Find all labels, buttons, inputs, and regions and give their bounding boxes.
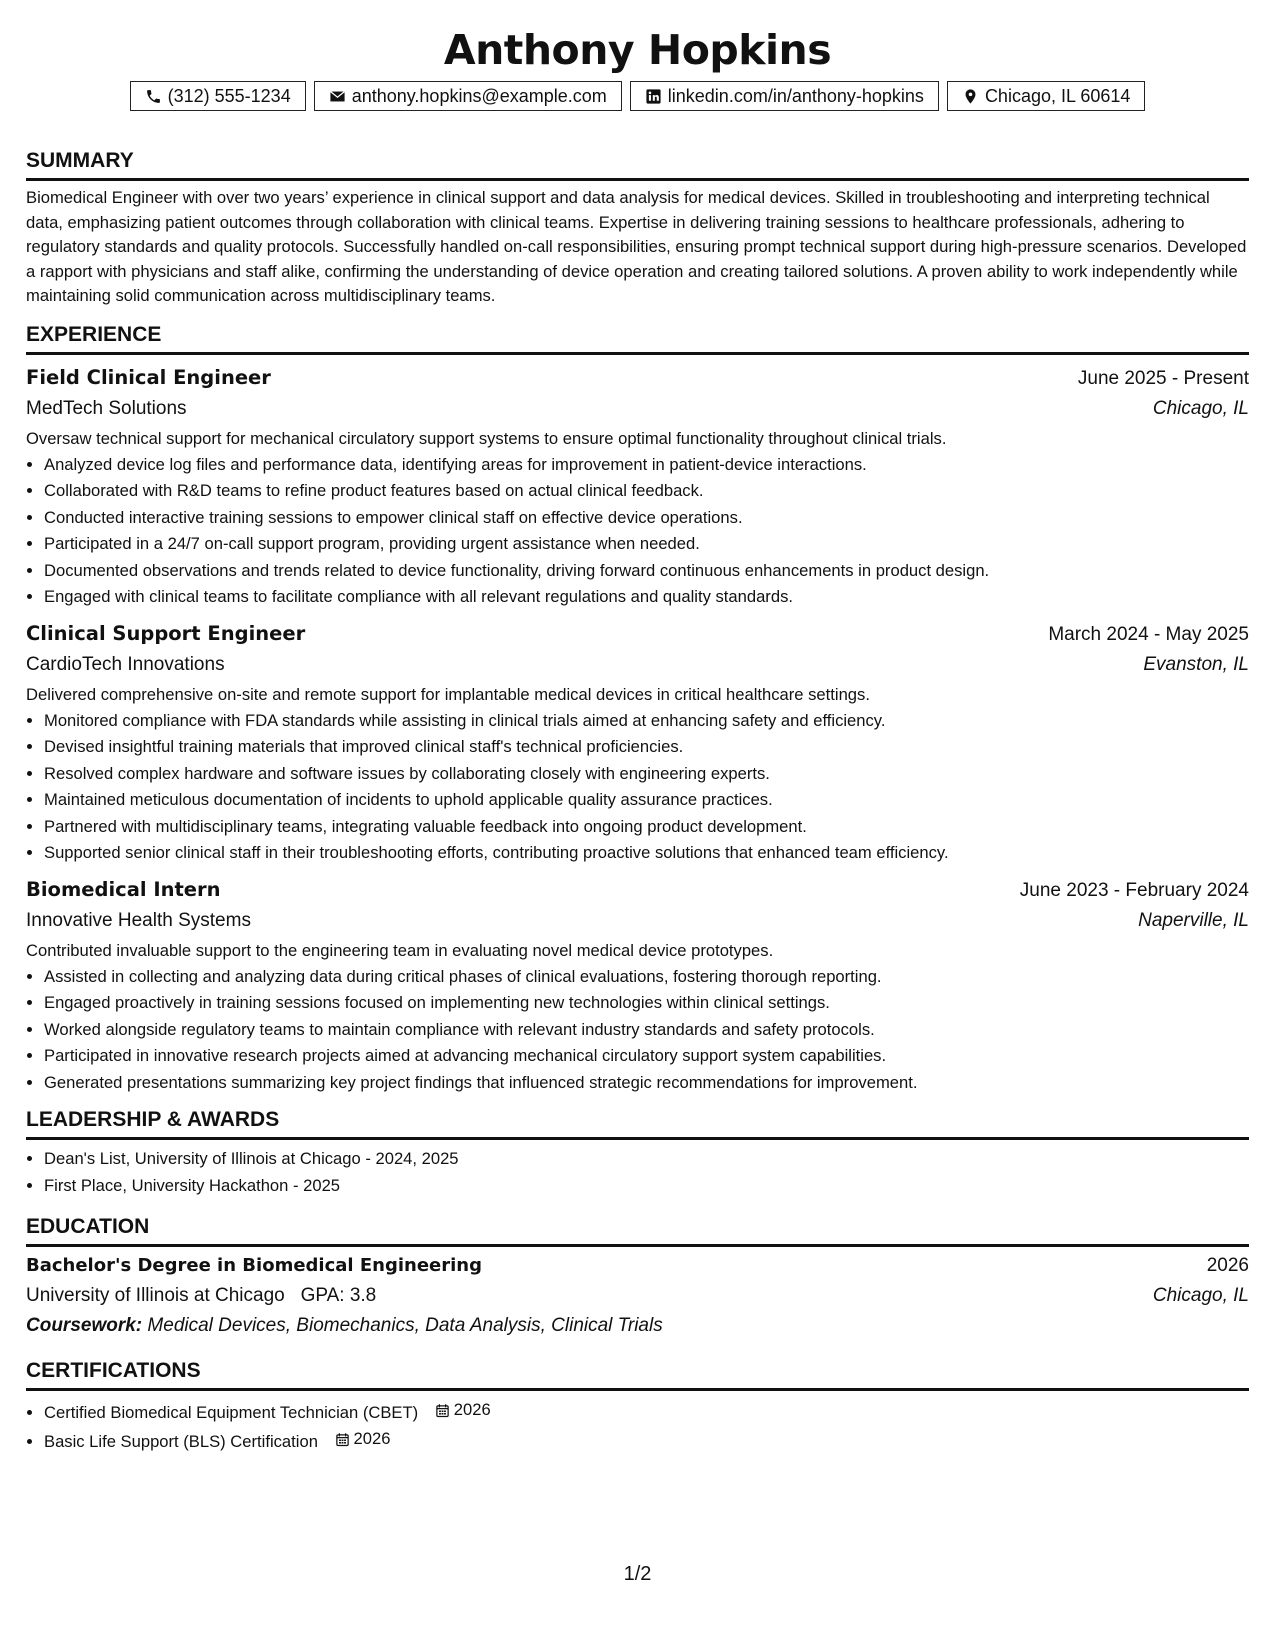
phone-chip[interactable] [130,81,306,111]
cert-date-text: 2026 [453,1400,491,1419]
degree-year: 2026 [1206,1255,1249,1276]
job-date: June 2025 - Present [1077,367,1249,389]
summary-text: Biomedical Engineer with over two years’ experience in clinical support and data analysis for medical devices. Skilled in troubleshooting and interpreting technical data, emphasizing patient outcomes through collaboration with clinical teams. Expertise in delivering training sessions to healthcare professionals, adhering to regulatory standards and quality protocols. Successfully handled on-call responsibilities, ensuring prompt technical support during high-pressure scenarios. Developed a rapport with physicians and staff alike, confirming the understanding of device operation and creating tailored solutions. A proven ability to work independently while maintaining solid communication across multidisciplinary teams. [26,188,1247,305]
map-pin-icon [962,88,979,105]
job-date: June 2023 - February 2024 [1019,879,1249,901]
job-company: MedTech Solutions [26,397,187,419]
job-bullets [26,452,1249,611]
list-item: • Maintained meticulous documentation of incidents to uphold applicable quality assurance practices. [44,787,1249,814]
list-item: • Devised insightful training materials that improved clinical staff's technical proficiencies. [44,734,1249,761]
location-text: Chicago, IL 60614 [984,86,1131,106]
list-item: • Engaged with clinical teams to facilitate compliance with all relevant regulations and quality standards. [44,584,1249,611]
list-item [44,1397,1249,1426]
cert-name: Certified Biomedical Equipment Technician (CBET) [44,1402,419,1422]
job-description: Contributed invaluable support to the engineering team in evaluating novel medical device prototypes. [26,940,774,960]
cert-name: Basic Life Support (BLS) Certification [44,1432,318,1451]
resume-page [26,0,1249,1456]
list-item: • First Place, University Hackathon - 2025 [44,1173,1249,1200]
school-name: University of Illinois at Chicago [26,1285,285,1306]
job-entry [26,875,1249,1097]
coursework-label: Coursework: [26,1315,143,1336]
list-item: • Participated in innovative research projects aimed at advancing mechanical circulatory support system capabilities. [44,1043,1249,1070]
job-title: Field Clinical Engineer [26,365,271,389]
awards-heading: LEADERSHIP & AWARDS [26,1108,1249,1140]
cert-date-text: 2026 [353,1429,391,1449]
page-number: 1/2 [623,1563,652,1585]
phone-icon [145,88,162,105]
job-title: Clinical Support Engineer [26,621,306,645]
linkedin-icon [645,88,662,105]
list-item: • Partnered with multidisciplinary teams, integrating valuable feedback into ongoing product development. [44,814,1249,841]
list-item: • Resolved complex hardware and software issues by collaborating closely with engineering experts. [44,761,1249,788]
linkedin-chip[interactable] [630,81,939,111]
job-entry [26,619,1249,867]
job-description: Oversaw technical support for mechanical circulatory support systems to ensure optimal functionality throughout clinical trials. [26,428,947,448]
list-item [44,1426,1249,1455]
list-item: • Participated in a 24/7 on-call support program, providing urgent assistance when needed. [44,531,1249,558]
degree-title: Bachelor's Degree in Biomedical Engineering [26,1255,482,1276]
school-line [26,1281,376,1311]
school-location: Chicago, IL [1152,1285,1249,1306]
job-company: CardioTech Innovations [26,653,225,675]
gpa: GPA: 3.8 [300,1285,377,1306]
coursework-line [26,1311,1249,1341]
envelope-icon [329,88,346,105]
education-entry [26,1251,1249,1341]
email-text: anthony.hopkins@example.com [351,86,607,106]
list-item: • Dean's List, University of Illinois at Chicago - 2024, 2025 [44,1146,1249,1173]
cert-date [435,1397,491,1424]
list-item: • Generated presentations summarizing key project findings that influenced strategic recommendations for improvement. [44,1070,1249,1097]
list-item: • Documented observations and trends related to device functionality, driving forward continuous enhancements in product design. [44,558,1249,585]
job-bullets [26,708,1249,867]
job-description: Delivered comprehensive on-site and remote support for implantable medical devices in critical healthcare settings. [26,684,870,704]
certifications-list [26,1397,1249,1456]
email-chip[interactable] [314,81,622,111]
list-item: • Assisted in collecting and analyzing data during critical phases of clinical evaluations, fostering thorough reporting. [44,964,1249,991]
calendar-icon [335,1432,350,1447]
awards-list [26,1146,1249,1199]
list-item: • Collaborated with R&D teams to refine product features based on actual clinical feedback. [44,478,1249,505]
list-item: • Supported senior clinical staff in their troubleshooting efforts, contributing proactive solutions that enhanced team efficiency. [44,840,1249,867]
cert-date [335,1426,391,1453]
contact-bar [26,81,1249,111]
certifications-heading: CERTIFICATIONS [26,1359,1249,1391]
job-title: Biomedical Intern [26,877,221,901]
summary-heading: SUMMARY [26,149,1249,181]
list-item: • Conducted interactive training sessions to empower clinical staff on effective device operations. [44,505,1249,532]
list-item: • Monitored compliance with FDA standards while assisting in clinical trials aimed at enhancing safety and efficiency. [44,708,1249,735]
phone-text: (312) 555-1234 [167,86,291,106]
candidate-name: Anthony Hopkins [443,26,832,74]
job-bullets [26,964,1249,1097]
education-heading: EDUCATION [26,1215,1249,1247]
job-location: Naperville, IL [1138,909,1249,931]
list-item: • Worked alongside regulatory teams to maintain compliance with relevant industry standards and safety protocols. [44,1017,1249,1044]
job-location: Evanston, IL [1143,653,1249,675]
calendar-icon [435,1403,450,1418]
list-item: • Engaged proactively in training sessions focused on implementing new technologies within clinical settings. [44,990,1249,1017]
job-location: Chicago, IL [1152,397,1249,419]
coursework-text: Medical Devices, Biomechanics, Data Analysis, Clinical Trials [147,1315,663,1336]
location-chip [947,81,1145,111]
job-date: March 2024 - May 2025 [1048,623,1249,645]
experience-heading: EXPERIENCE [26,323,1249,355]
list-item: • Analyzed device log files and performance data, identifying areas for improvement in patient-device interactions. [44,452,1249,479]
job-entry [26,363,1249,611]
job-company: Innovative Health Systems [26,909,251,931]
linkedin-text: linkedin.com/in/anthony-hopkins [667,86,924,106]
